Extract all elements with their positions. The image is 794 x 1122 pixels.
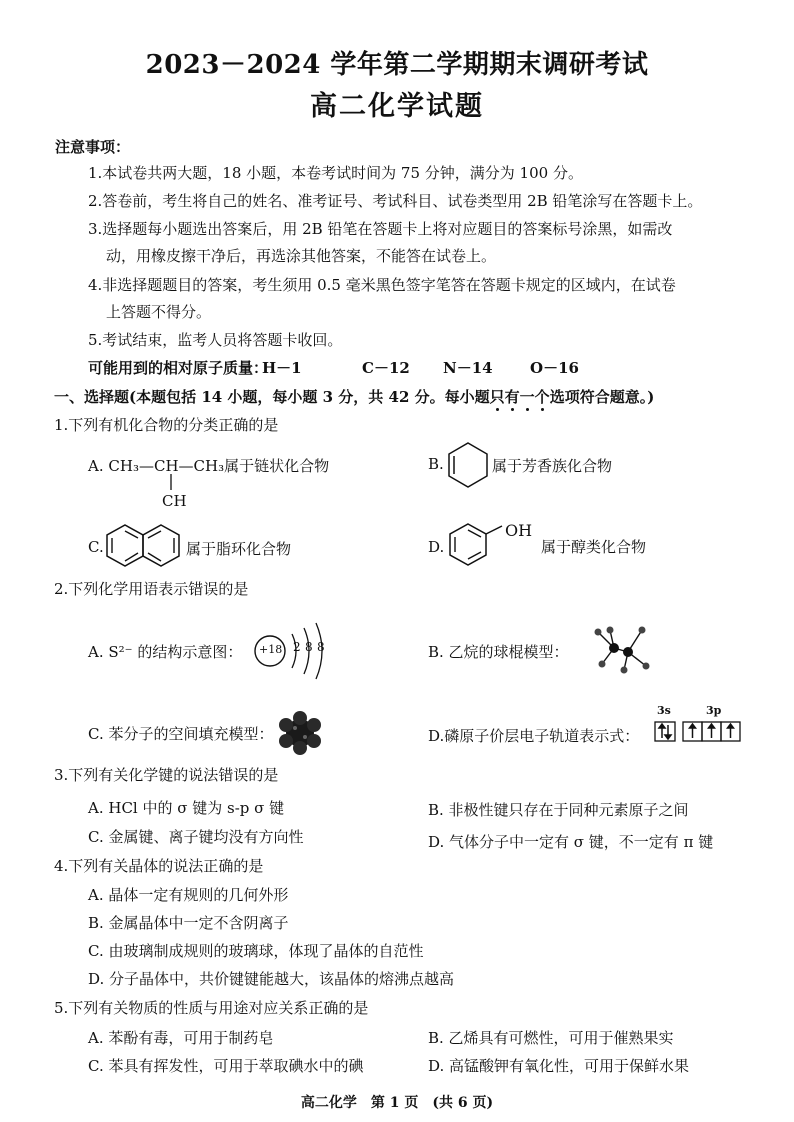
section1-heading xyxy=(54,386,654,407)
benzyl-alcohol-structure xyxy=(446,520,510,568)
q4-option-d: D. 分子晶体中，共价键键能越大，该晶体的熔沸点越高 xyxy=(88,970,455,988)
naphthalene-structure xyxy=(104,523,184,569)
phosphorus-orbital-diagram xyxy=(653,720,743,744)
q1-d-label: D. xyxy=(428,538,445,556)
q4-option-a: A. 晶体一定有规则的几何外形 xyxy=(88,886,289,904)
q1-a-label: A. xyxy=(88,457,104,475)
q2-a-text: A. S²⁻ 的结构示意图： xyxy=(88,643,243,661)
atomic-mass-n: N－14 xyxy=(443,359,493,377)
orbital-3p-label: 3p xyxy=(706,704,722,717)
notice-item-4-cont: 上答题不得分。 xyxy=(106,303,212,321)
q2-b-text: B. 乙烷的球棍模型： xyxy=(428,643,569,661)
q1-a-branch: CH xyxy=(162,492,187,510)
sulfide-shell-3: 8 xyxy=(317,640,325,654)
page-footer: 高二化学 第 1 页 (共 6 页) xyxy=(300,1095,494,1111)
q5-option-d: D. 高锰酸钾有氧化性，可用于保鲜水果 xyxy=(428,1057,690,1075)
q1-a-branch-bond xyxy=(168,474,174,492)
q1-d-oh: OH xyxy=(505,521,533,540)
sulfide-nucleus-charge: +18 xyxy=(259,643,283,656)
q1-c-label: C. xyxy=(88,538,104,556)
q4-stem: 4.下列有关晶体的说法正确的是 xyxy=(54,857,264,875)
q3-stem: 3.下列有关化学键的说法错误的是 xyxy=(54,766,279,784)
benzene-space-filling-model xyxy=(276,710,324,756)
sulfide-shell-1: 2 xyxy=(293,640,301,654)
q1-d-text: 属于醇类化合物 xyxy=(541,538,647,556)
notice-item-5: 5.考试结束，监考人员将答题卡收回。 xyxy=(88,331,343,349)
atomic-mass-o: O－16 xyxy=(530,359,579,377)
cyclohexene-structure xyxy=(446,441,490,489)
section1-heading-pre: 一、选择题(本题包括 14 小题，每小题 3 分，共 42 分。每小题 xyxy=(54,388,490,406)
q1-option-a xyxy=(88,455,329,476)
atomic-mass-h: H－1 xyxy=(262,359,302,377)
notice-heading: 注意事项： xyxy=(55,138,131,156)
q5-option-b: B. 乙烯具有可燃性，可用于催熟果实 xyxy=(428,1029,674,1047)
section1-heading-post: 选项符合题意。) xyxy=(549,388,655,406)
q1-b-text: 属于芳香族化合物 xyxy=(492,457,613,475)
exam-subtitle: 高二化学试题 xyxy=(310,91,484,122)
notice-item-4: 4.非选择题题目的答案，考生须用 0.5 毫米黑色签字笔答在答题卡规定的区域内，在试卷 xyxy=(88,276,676,294)
sulfide-shell-2: 8 xyxy=(305,640,313,654)
q4-option-c: C. 由玻璃制成规则的玻璃球，体现了晶体的自范性 xyxy=(88,942,424,960)
q3-option-a: A. HCl 中的 σ 键为 s-p σ 键 xyxy=(88,799,285,817)
q5-stem: 5.下列有关物质的性质与用途对应关系正确的是 xyxy=(54,999,369,1017)
orbital-3s-label: 3s xyxy=(657,704,671,717)
q1-a-formula: CH₃—CH—CH₃ xyxy=(108,457,225,475)
emphasis-you: 有 xyxy=(504,388,520,406)
q3-option-b: B. 非极性键只存在于同种元素原子之间 xyxy=(428,801,689,819)
q2-c-text: C. 苯分子的空间填充模型： xyxy=(88,725,274,743)
q3-option-c: C. 金属键、离子键均没有方向性 xyxy=(88,828,304,846)
emphasis-ge: 个 xyxy=(534,388,550,406)
notice-item-1: 1.本试卷共两大题，18 小题，本卷考试时间为 75 分钟，满分为 100 分。 xyxy=(88,164,583,182)
q2-d-text: D.磷原子价层电子轨道表示式： xyxy=(428,727,640,745)
q1-b-label: B. xyxy=(428,455,444,473)
ethane-ball-stick-model xyxy=(588,622,654,678)
notice-item-3-cont: 动，用橡皮擦干净后，再选涂其他答案，不能答在试卷上。 xyxy=(106,247,497,265)
exam-title: 2023－2024 学年第二学期期末调研考试 xyxy=(145,50,649,80)
emphasis-only: 只 xyxy=(489,388,505,406)
emphasis-yi: 一 xyxy=(519,388,535,406)
notice-item-3: 3.选择题每小题选出答案后，用 2B 铅笔在答题卡上将对应题目的答案标号涂黑，如需改 xyxy=(88,220,673,238)
q1-c-text: 属于脂环化合物 xyxy=(186,540,292,558)
notice-item-2: 2.答卷前，考生将自己的姓名、准考证号、考试科目、试卷类型用 2B 铅笔涂写在答题卡上。 xyxy=(88,192,703,210)
atomic-mass-c: C－12 xyxy=(362,359,410,377)
q5-option-a: A. 苯酚有毒，可用于制药皂 xyxy=(88,1029,274,1047)
q1-stem: 1.下列有机化合物的分类正确的是 xyxy=(54,416,279,434)
q1-a-text: 属于链状化合物 xyxy=(224,457,330,475)
q2-stem: 2.下列化学用语表示错误的是 xyxy=(54,580,249,598)
atomic-mass-label: 可能用到的相对原子质量： xyxy=(88,359,269,377)
q3-option-d: D. 气体分子中一定有 σ 键，不一定有 π 键 xyxy=(428,833,714,851)
q5-option-c: C. 苯具有挥发性，可用于萃取碘水中的碘 xyxy=(88,1057,364,1075)
q4-option-b: B. 金属晶体中一定不含阴离子 xyxy=(88,914,289,932)
